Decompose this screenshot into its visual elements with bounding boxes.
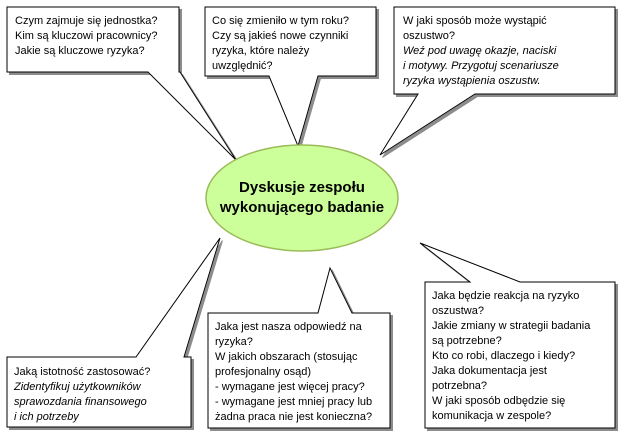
callout-italic-line: i motywy. Przygotuj scenariusze — [403, 60, 559, 72]
callout-line: Czym zajmuje się jednostka? — [15, 15, 158, 27]
callout-line: W jakich obszarach (stosując — [215, 351, 358, 363]
callout-top-left-text — [15, 14, 175, 59]
callout-line: Czy są jakieś nowe czynniki — [212, 30, 349, 42]
callout-line: - wymagane jest więcej pracy? — [215, 381, 365, 393]
callout-line: profesjonalny osąd) — [215, 366, 312, 378]
callout-bottom-right-text — [432, 289, 610, 424]
callout-line: ryzyka? — [215, 336, 253, 348]
callout-italic-line: sprawozdania finansowego — [14, 396, 147, 408]
callout-line: Jaką istotność zastosować? — [14, 366, 151, 378]
callout-line: W jaki sposób odbędzie się — [432, 395, 566, 407]
callout-line: oszustwo? — [403, 30, 455, 42]
callout-italic-line: Zidentyfikuj użytkowników — [14, 381, 141, 393]
callout-line: W jaki sposób może wystąpić — [403, 15, 547, 27]
callout-line: Jaka jest nasza odpowiedź na — [215, 321, 362, 333]
callout-line: - wymagane jest mniej pracy lub — [215, 396, 373, 408]
callout-line: Jakie są kluczowe ryzyka? — [15, 45, 145, 57]
callout-line: oszustwa? — [432, 305, 484, 317]
callout-italic-line: Weź pod uwagę okazje, naciski — [403, 45, 557, 57]
callout-bottom-center-text — [215, 320, 385, 425]
callout-line: Kim są kluczowi pracownicy? — [15, 30, 158, 42]
callout-line: Jaka dokumentacja jest — [432, 365, 547, 377]
center-title — [212, 178, 392, 218]
center-title-line-1: Dyskusje zespołu — [239, 179, 365, 196]
callout-line: Jakie zmiany w strategii badania — [432, 320, 591, 332]
callout-line: uwzględnić? — [212, 60, 273, 72]
callout-line: żadna praca nie jest konieczna? — [215, 411, 373, 423]
callout-line: są potrzebne? — [432, 335, 502, 347]
callout-line: Kto co robi, dlaczego i kiedy? — [432, 350, 576, 362]
callout-top-center-text — [212, 14, 372, 74]
callout-line: Co się zmieniło w tym roku? — [212, 15, 349, 27]
callout-italic-line: i ich potrzeby — [14, 411, 79, 423]
center-title-line-2: wykonującego badanie — [219, 199, 385, 216]
callout-line: komunikacja w zespole? — [432, 410, 552, 422]
callout-italic-line: ryzyka wystąpienia oszustw. — [403, 75, 541, 87]
callout-bottom-left-text — [14, 365, 186, 425]
callout-line: Jaka będzie reakcja na ryzyko — [432, 290, 580, 302]
callout-top-right-text — [403, 14, 608, 89]
callout-line: potrzebna? — [432, 380, 488, 392]
callout-line: ryzyka, które należy — [212, 45, 310, 57]
